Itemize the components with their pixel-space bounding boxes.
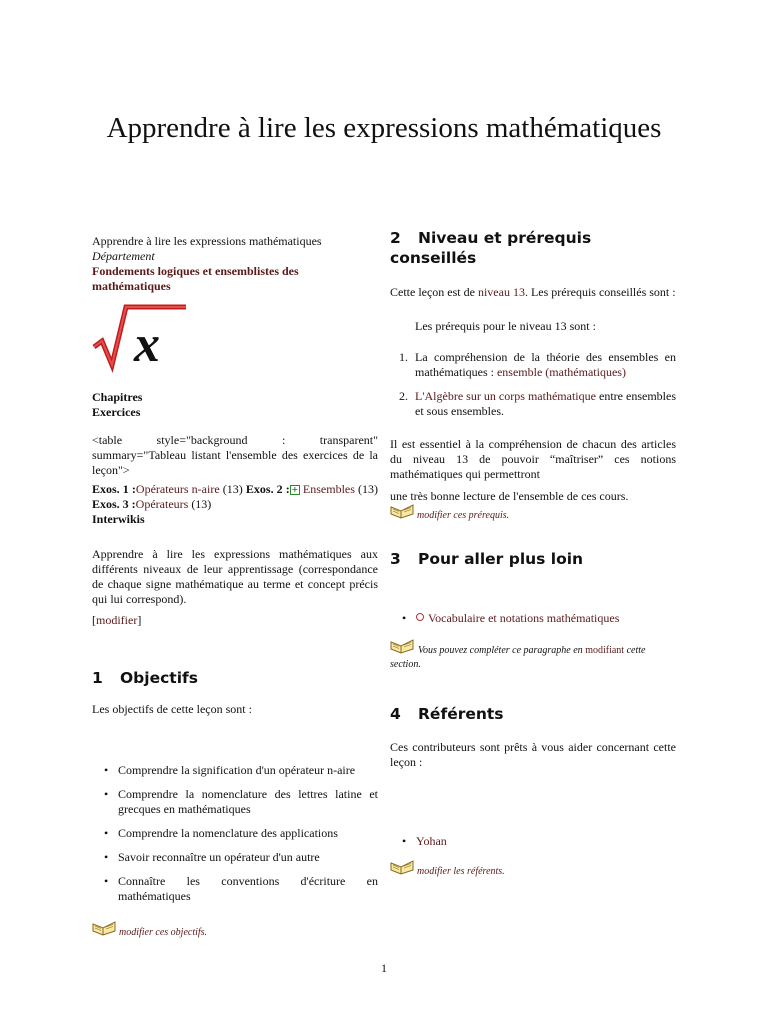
exos-2-label: Exos. 2 : — [245, 482, 290, 496]
bullet-icon: • — [402, 834, 407, 848]
bullet-icon: • — [104, 826, 109, 840]
infobox-name: Apprendre à lire les expressions mathématiques — [92, 234, 322, 248]
edit-referents-text: les référents. — [450, 866, 505, 877]
plus-loin-list — [390, 611, 676, 626]
exos-list — [92, 482, 378, 512]
section-title: Pour aller plus loin — [418, 550, 584, 568]
section-title: Objectifs — [120, 669, 198, 687]
edit-referents-link[interactable]: modifier — [417, 866, 451, 877]
section-heading-objectifs — [92, 668, 378, 688]
right-column — [390, 228, 676, 878]
edit-prereq — [390, 503, 676, 522]
infobox-interwikis: Interwikis — [92, 512, 145, 526]
section-heading-referents — [390, 704, 676, 724]
bracket-open: [ — [92, 613, 96, 627]
section-heading-niveau — [390, 228, 676, 268]
list-number: 1. — [399, 350, 408, 364]
raw-table-markup: <table style="background : transparent" summary="Tableau listant l'ensemble des exercices de la leçon"> — [92, 433, 378, 477]
objectifs-list — [92, 763, 378, 904]
ensemble-link[interactable]: ensemble (mathématiques) — [496, 365, 626, 379]
list-item — [92, 763, 378, 778]
list-item — [92, 874, 378, 904]
expand-toggle-icon[interactable]: + — [291, 485, 299, 494]
infobox-departement-link[interactable]: Fondements logiques et ensemblistes des mathématiques — [92, 264, 299, 293]
niveau-essential: Il est essentiel à la compréhension de chacun des articles du niveau 13 de pouvoir “maîtriser” ces notions mathématiques qui permettront — [390, 437, 676, 481]
intro-modifier — [92, 613, 378, 628]
niveau-lead-text-2: . Les prérequis conseillés sont : — [524, 285, 676, 299]
bullet-icon: • — [104, 850, 109, 864]
book-icon — [390, 503, 414, 519]
page-title: Apprendre à lire les expressions mathématiques — [106, 112, 662, 144]
bullet-icon: • — [402, 611, 407, 625]
bracket-close: ] — [137, 613, 142, 627]
list-item-text: Comprendre la nomenclature des lettres latine et grecques en mathématiques — [118, 787, 378, 816]
edit-referents — [390, 859, 676, 878]
referents-lead: Ces contributeurs sont prêts à vous aider concernant cette leçon : — [390, 740, 676, 769]
book-icon — [390, 859, 414, 875]
edit-plus-loin-text-b: cette section. — [390, 645, 646, 670]
edit-objectifs-text: ces objectifs. — [152, 927, 208, 938]
niveau-lead-text: Cette leçon est de — [390, 285, 478, 299]
infobox-chapitres: Chapitres — [92, 390, 143, 404]
edit-objectifs-link[interactable]: modifier — [119, 927, 153, 938]
list-item — [92, 826, 378, 841]
bullet-icon: • — [104, 763, 109, 777]
section-title: Niveau et prérequis conseillés — [390, 229, 592, 267]
section-number: 3 — [390, 550, 401, 568]
list-item — [390, 611, 676, 626]
infobox-departement-label: Département — [92, 249, 155, 263]
yohan-link[interactable]: Yohan — [416, 834, 447, 848]
infobox — [92, 234, 378, 373]
section-heading-plus-loin — [390, 549, 676, 569]
exos-1-label: Exos. 1 : — [92, 482, 136, 496]
exos-2-link[interactable]: Ensembles — [302, 482, 355, 496]
list-item — [92, 787, 378, 817]
exos-1-link[interactable]: Opérateurs n-aire — [135, 482, 220, 496]
exos-3-label: Exos. 3 : — [92, 497, 136, 511]
wiki-link-icon — [416, 613, 424, 621]
referents-list — [390, 834, 676, 849]
list-item — [390, 834, 676, 849]
list-item — [390, 389, 676, 419]
exos-2-count: (13) — [358, 482, 379, 496]
list-item-text: La compréhension de la théorie des ensembles en mathématiques : — [415, 350, 676, 379]
bullet-icon: • — [104, 787, 109, 801]
edit-plus-loin-text — [390, 644, 676, 672]
section-title: Référents — [418, 705, 504, 723]
exos-3-link[interactable]: Opérateurs — [135, 497, 189, 511]
niveau-lead — [390, 285, 676, 300]
niveau-13-link[interactable]: niveau 13 — [477, 285, 525, 299]
section-number: 4 — [390, 705, 401, 723]
algebre-link[interactable]: L'Algèbre sur un corps mathématique — [415, 389, 596, 403]
exos-3-count: (13) — [191, 497, 212, 511]
intro-text: Apprendre à lire les expressions mathématiques aux différents niveaux de leur apprentissage (correspondance de chaque signe mathématique au terme et concept précis qui lui correspond). — [92, 547, 378, 606]
list-item — [390, 350, 676, 380]
exos-1-count: (13) — [222, 482, 243, 496]
left-column — [92, 228, 378, 939]
sqrt-x-logo-icon — [92, 303, 188, 375]
list-item-text: Comprendre la signification d'un opérateur n-aire — [118, 763, 356, 777]
edit-objectifs — [92, 920, 378, 939]
list-item-text-2: entre ensembles et sous ensembles. — [415, 389, 677, 418]
prereq-intro: Les prérequis pour le niveau 13 sont : — [415, 319, 596, 333]
objectifs-lead: Les objectifs de cette leçon sont : — [92, 702, 252, 716]
modifiant-link[interactable]: modifiant — [585, 645, 625, 656]
prereq-list — [390, 350, 676, 419]
section-number: 2 — [390, 229, 401, 247]
infobox-exercices: Exercices — [92, 405, 141, 419]
list-item — [92, 850, 378, 865]
edit-plus-loin-text-a: Vous pouvez compléter ce paragraphe en — [418, 645, 586, 656]
edit-prereq-link[interactable]: modifier ces prérequis. — [417, 510, 510, 521]
list-number: 2. — [399, 389, 408, 403]
logo-x-glyph: x — [134, 316, 160, 373]
list-item-text: Savoir reconnaître un opérateur d'un autre — [118, 850, 320, 864]
book-icon — [390, 638, 414, 654]
bullet-icon: • — [104, 874, 109, 888]
section-number: 1 — [92, 669, 103, 687]
book-icon — [92, 920, 116, 936]
page-number: 1 — [381, 961, 387, 975]
list-item-text: Comprendre la nomenclature des applications — [118, 826, 338, 840]
intro-modifier-link[interactable]: modifier — [96, 613, 138, 627]
list-item-text: Connaître les conventions d'écriture en mathématiques — [118, 874, 378, 903]
niveau-lecture: une très bonne lecture de l'ensemble de ces cours. — [390, 489, 629, 503]
vocabulaire-link[interactable]: Vocabulaire et notations mathématiques — [428, 611, 620, 625]
